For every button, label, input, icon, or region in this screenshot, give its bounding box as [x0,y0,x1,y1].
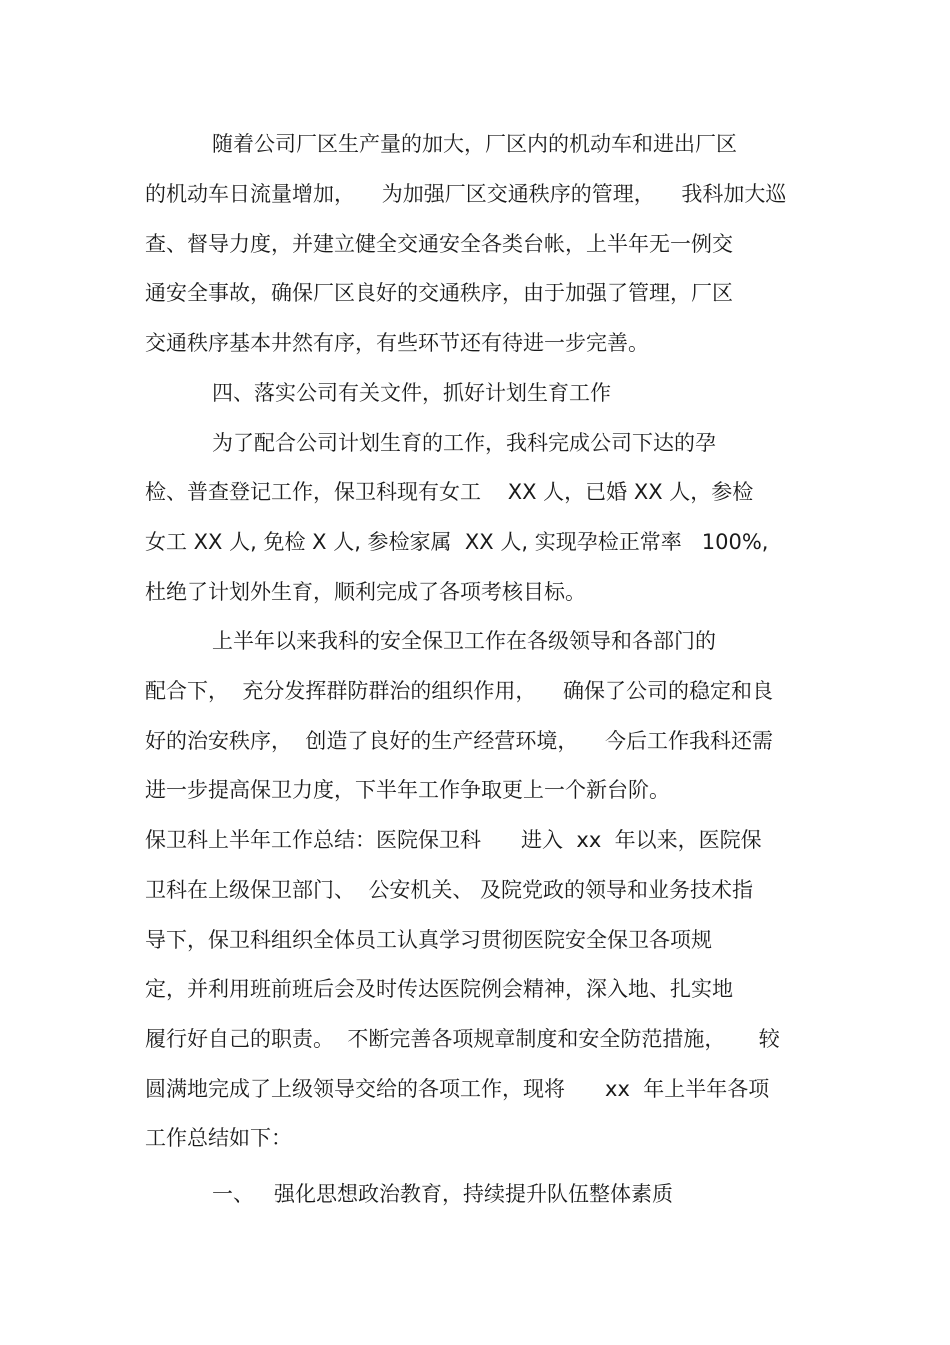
paragraph-line-2: 的机动车日流量增加， 为加强厂区交通秩序的管理， 我科加大巡 [145,182,787,206]
paragraph-line-13: 好的治安秩序， 创造了良好的生产经营环境， 今后工作我科还需 [145,729,774,753]
paragraph-line-5: 交通秩序基本井然有序，有些环节还有待进一步完善。 [145,331,649,355]
paragraph-line-9: 女工 XX 人, 免检 X 人, 参检家属 XX 人, 实现孕检正常率 100%, [145,530,769,554]
paragraph-line-19: 履行好自己的职责。 不断完善各项规章制度和安全防范措施， 较 [145,1027,780,1051]
paragraph-line-14: 进一步提高保卫力度，下半年工作争取更上一个新台阶。 [145,778,670,802]
summary-title-line: 保卫科上半年工作总结：医院保卫科 进入 xx 年以来，医院保 [145,828,762,852]
paragraph-line-20: 圆满地完成了上级领导交给的各项工作，现将 xx 年上半年各项 [145,1077,770,1101]
paragraph-line-16: 卫科在上级保卫部门、 公安机关、 及院党政的领导和业务技术指 [145,878,754,902]
paragraph-line-18: 定，并利用班前班后会及时传达医院例会精神，深入地、扎实地 [145,977,733,1001]
paragraph-line-4: 通安全事故，确保厂区良好的交通秩序，由于加强了管理，厂区 [145,281,733,305]
paragraph-line-8: 检、普查登记工作，保卫科现有女工 XX 人，已婚 XX 人，参检 [145,480,754,504]
paragraph-line-17: 导下，保卫科组织全体员工认真学习贯彻医院安全保卫各项规 [145,928,712,952]
paragraph-line-1: 随着公司厂区生产量的加大，厂区内的机动车和进出厂区 [212,132,737,156]
paragraph-line-21: 工作总结如下： [145,1126,292,1150]
paragraph-line-7: 为了配合公司计划生育的工作，我科完成公司下达的孕 [212,431,716,455]
section-heading-1: 一、 强化思想政治教育，持续提升队伍整体素质 [212,1182,674,1206]
paragraph-line-10: 杜绝了计划外生育，顺利完成了各项考核目标。 [145,580,586,604]
paragraph-line-12: 配合下， 充分发挥群防群治的组织作用， 确保了公司的稳定和良 [145,679,774,703]
paragraph-line-3: 查、督导力度，并建立健全交通安全各类台帐，上半年无一例交 [145,232,733,256]
section-heading-4: 四、落实公司有关文件，抓好计划生育工作 [212,381,611,405]
paragraph-line-11: 上半年以来我科的安全保卫工作在各级领导和各部门的 [212,629,716,653]
